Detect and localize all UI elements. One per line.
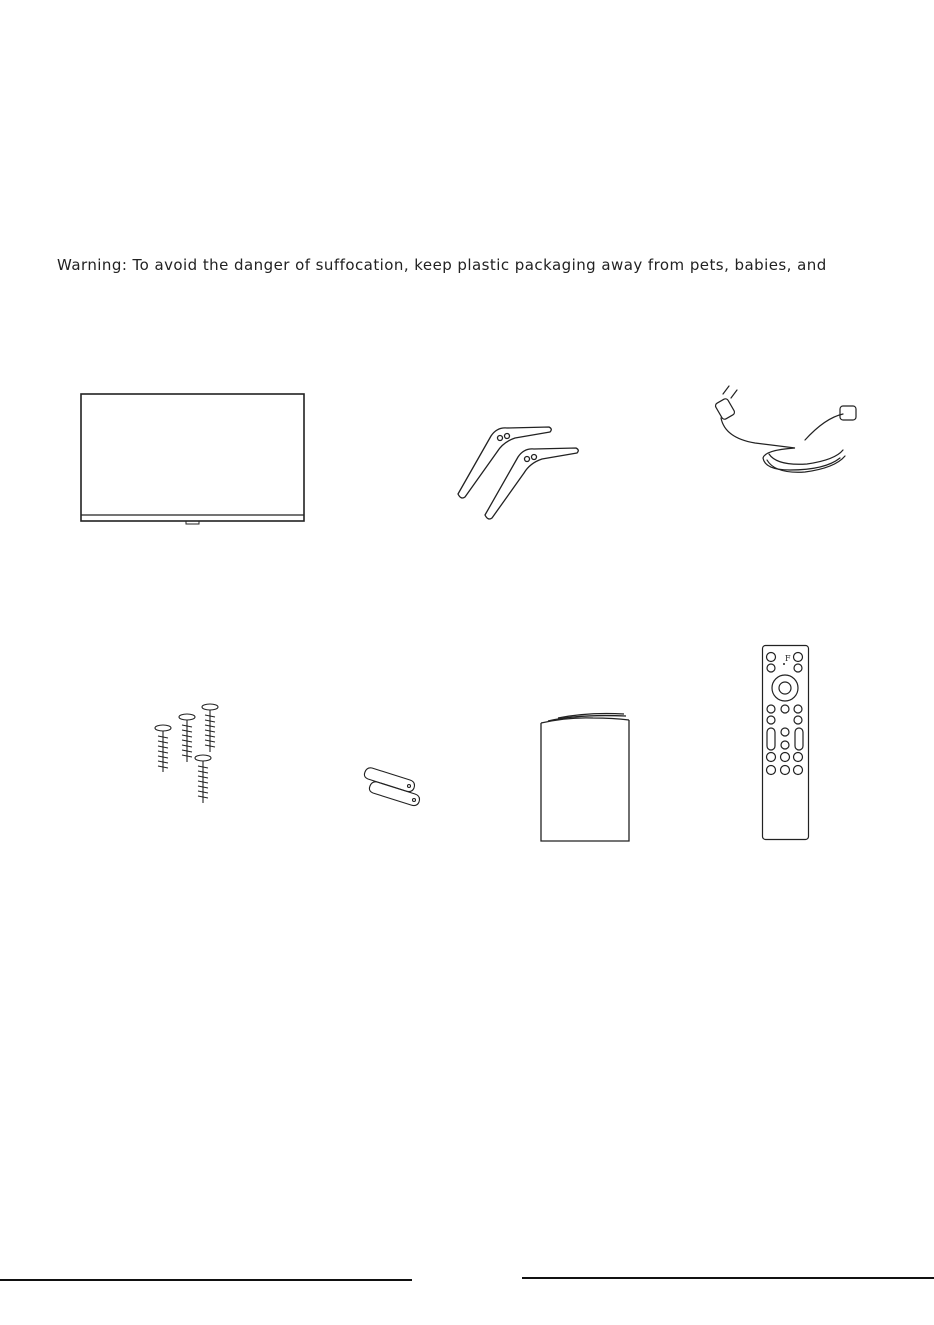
tv-stand-legs-icon — [455, 422, 585, 522]
screws-icon — [148, 700, 228, 805]
remote-control-icon — [761, 644, 811, 842]
power-cord-icon — [705, 388, 860, 478]
remote-brand-mark: F — [785, 654, 791, 663]
manual-booklet-icon — [538, 712, 633, 844]
batteries-icon — [364, 764, 422, 809]
warning-text: Warning: To avoid the danger of suffocation, keep plastic packaging away from pets, babies, and — [57, 256, 827, 274]
tv-icon — [80, 393, 306, 525]
footer-rule-right — [522, 1277, 934, 1279]
footer-rule-left — [0, 1279, 412, 1281]
